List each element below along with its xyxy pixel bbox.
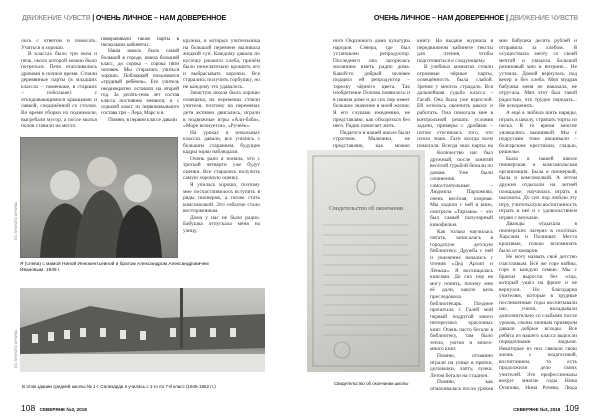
section-name: ДВИЖЕНИЕ ЧУВСТВ xyxy=(22,13,91,22)
paragraph: В учебных комнатах стояли огромные чёрные парты, освещённость была слабой. Зрение у многих страдало. Вся дальнейшая судьба класса – Гагай. Она была уже взрослой. Ей хотелось окончить школу и работать. Она помогала мне в контрольной решать условия задачи, примеры с дробями – потом стеснялась того, что плохо знаю. Гаги всегда всем помогала. Всегда знал парты на xyxy=(417,64,493,149)
certificate-document xyxy=(307,150,425,372)
paragraph: ного Окружного дома культуры народов Севера, где был установлен репродуктор. Последнего она загорелась желанием иметь радио дома. Какой-то добрый человек подарил ей репродуктор – тарелку чёрного цвета. Так изобретение Попова появилось и в нашем доме и до сих пор имеет большое значение в моей жизни. Я его слушаю ежедневно, не представляю, как обходиться без него. Радио помогает жить. xyxy=(333,38,410,130)
running-header-right xyxy=(374,13,578,22)
paragraph: Помню, в первом классе давали xyxy=(108,116,177,123)
right-column-3 xyxy=(499,38,577,392)
footer-left xyxy=(21,398,87,416)
right-column-2-bottom xyxy=(430,150,493,392)
paragraph: Дважды отдыхала в пионерских лагерях в посёлках Харсаим и Полноват. Места красивые, только вспоминать было от комаров. xyxy=(499,221,577,254)
magazine-issue: СЕВЕРЯНЕ №3, 2018 xyxy=(39,407,87,412)
paragraph: книгу. На выдаче журнала в передвижном кабинете тексты для чтения, чтобы подготовиться к следующему. xyxy=(417,38,493,64)
separator: | xyxy=(90,13,96,22)
paragraph: Педагоги в нашей школе были строгими. Мальчики, не представляю, как можно xyxy=(333,129,410,148)
paragraph: Не могу назвать своё детство счастливым. Всё же горе войны, горе в каждую семью. Мы с братом выросли без отца, который ушёл на фронт и не вернулся. Но благодарна учителям, которые в трудные послевоенные годы воспитывали нас, учили, вкладывали дополнительно со слабыми после уроков, своим личным примером давали добрые всходы. Все ребята из нашего класса выросли порядочными людьми. Некоторые из них связали свою жизнь с педагогикой, воспитанием, то есть продолжили дело своих учителей. Это профессионалы вокруг многие годы Нина Осипова, Нина Рочева, Люда xyxy=(499,254,577,391)
family-photo-image xyxy=(20,137,178,258)
paragraph: Как только научилась читать, записалась в городскую детскую библиотеку. Дружба с ней и увлечение начались с чтения «Дед Архип и Лёнька». Я восхищалась книгами. До сих пор не могу понять, почему мне её дали, какую цель преследовала библиотекарь. Позднее прочитала с Галей мой первый подругой много интересных красочных книг. Очень часто бегали в библиотеку, там было тепло, уютно и много-много книг. xyxy=(430,228,493,353)
paragraph: кружки, в которых учительница на большой перемене выливала жидкий суп. Каждому давали по кусочку ржаного хлеба, причём было нежелательно крошить его и выбрасывать корочки. Все старались получить горбушку, но не каждому это удавалось. xyxy=(183,38,260,90)
paragraph: Я училась хорошо, поэтому мне посчастливилось вступить в ряды пионеров, а позже стать комсомолкой. Это событие стало восторженным. xyxy=(183,182,260,215)
family-photo-caption: Я (слева) с мамой Ниной Иннокентьевной и братом Александром Александровичем Ивановым. 1949 г. xyxy=(20,262,209,273)
page-number: 109 xyxy=(564,403,579,413)
paragraph: А ещё я любила шить наряды, играть в школу, стряпать торты из песка. В то время многие увлекались вышивкой. Мы с подругами тоже вышивали – болгарским крестиком, гладью, ришелье. xyxy=(499,110,577,156)
page-number: 108 xyxy=(21,403,36,413)
right-column-1 xyxy=(333,38,410,148)
separator: | xyxy=(504,13,510,22)
paragraph: Была в нашей школе пионерская и комсомольская организация. Была я пионеркой, была и комсомолкой. А летом дружно отдыхали на летней площадке, научилась играть в шахматы. До сих пор люблю эту игру, учительскую воспитанность играть в неё и с удовольствием играю с внуками. xyxy=(499,155,577,221)
family-photo xyxy=(20,137,178,258)
school-building-image xyxy=(20,288,265,372)
paragraph: В классах было три окна и печь, около которой можно было погреться. Печи отапливались дровами в ночное время. Стояли деревянные парты (в младших классах – поменьше, в старших – побольше) с откидывающимися крышками и лавкой, соединённой со столом. Во время уборки их поднимали, выгребали мусор, а после мытья полов ставили на место. xyxy=(21,51,97,130)
left-column-3 xyxy=(183,38,260,256)
photo-credit: ИЗ ЛИЧНОГО АРХИВА xyxy=(14,201,18,240)
paragraph: Очень рано я поняла, что с третьей четверти уже будут оценки. Все старались получить самую хорошую оценку. xyxy=(183,155,260,182)
school-photo-caption: В этом здании средней школы № 1 г. Салехарда я училась с 1-го по 7-й класс (1945-1952 гг.) xyxy=(22,384,216,389)
school-building-photo xyxy=(20,288,265,372)
section-name: ДВИЖЕНИЕ ЧУВСТВ xyxy=(509,13,578,22)
rubric-title: ОЧЕНЬ ЛИЧНОЕ – НАМ ДОВЕРЕННОЕ xyxy=(95,13,227,22)
paragraph: лось с ответом и помогать. Учиться я хорошо. xyxy=(21,38,97,51)
paragraph: Зачастую школа была хорошо освещена, на переменах стояли учителя, поэтому на переменах дети активно двигались, играли в подвижные игры «Али-баба», «Море волнуется», «Ручеёк». xyxy=(183,90,260,130)
magazine-issue: СЕВЕРЯНЕ №3, 2018 xyxy=(513,407,561,412)
certificate-title: Свидетельство об окончании xyxy=(328,206,404,212)
certificate-caption: Свидетельство об окончании школы xyxy=(334,381,409,386)
paragraph: Количество нас был дружный, после занятий весёлой гурьбой бежали по домам. Уже были сочинения самостоятельные – Людмила Пархомова, очень весёлая, озорная. Мы ходили с ней в кино, смотрели «Тарзана» – это был самый популярный кинофильм. xyxy=(430,150,493,229)
paragraph: Помню, отчаянно играли на улице в прятки, догонялки, лапту, лунки. Летом бегали на стадион. xyxy=(430,352,493,379)
school-certificate-image xyxy=(307,150,425,372)
paragraph: Наша школа была самой большой в городе, имела большой класс, до сорока – сорока пяти человек. Мы старались учиться хорошо. Поблажкой пользовался «трудный ребёнок». Его учитель неоднократно оставлял на второй год. За десять-семь лет состав класса постоянно менялся, и с седьмой класс из первоначального состава три – Лера, Марс и я. xyxy=(101,48,179,117)
left-column-1 xyxy=(21,38,97,134)
right-column-2-top xyxy=(417,38,493,149)
rubric-title: ОЧЕНЬ ЛИЧНОЕ – НАМ ДОВЕРЕННОЕ xyxy=(373,13,505,22)
paragraph: Помню, как отмахивалась после уроков xyxy=(430,379,493,392)
paragraph: Дома у нас не было радио. Бабушка отпускала меня на улицу, xyxy=(183,214,260,234)
paragraph: На уроках в начальных классах давали, все учились с большим старанием, будущие кадры зорко наблюдали. xyxy=(183,129,260,156)
left-column-2 xyxy=(101,36,179,135)
paragraph: поворачивали также парты в нескольких кабинетах. xyxy=(101,36,179,49)
running-header-left xyxy=(22,13,226,22)
footer-right xyxy=(513,398,579,416)
paragraph: мне бабушка десять рублей и отправила за хлебом. Я осуществила мечту со своей мечтой и увидела большой резиновый мяч в витрине... Не устояла. Домой вернулась под вечер и без хлеба. Моя мудрая бабушка меня не наказала, не отругала. Мяч этот был такой радостью, что трудно передать... Не искоренить. xyxy=(499,38,577,110)
photo-credit: ИЗ ЛИЧНОГО АРХИВА xyxy=(14,329,18,368)
